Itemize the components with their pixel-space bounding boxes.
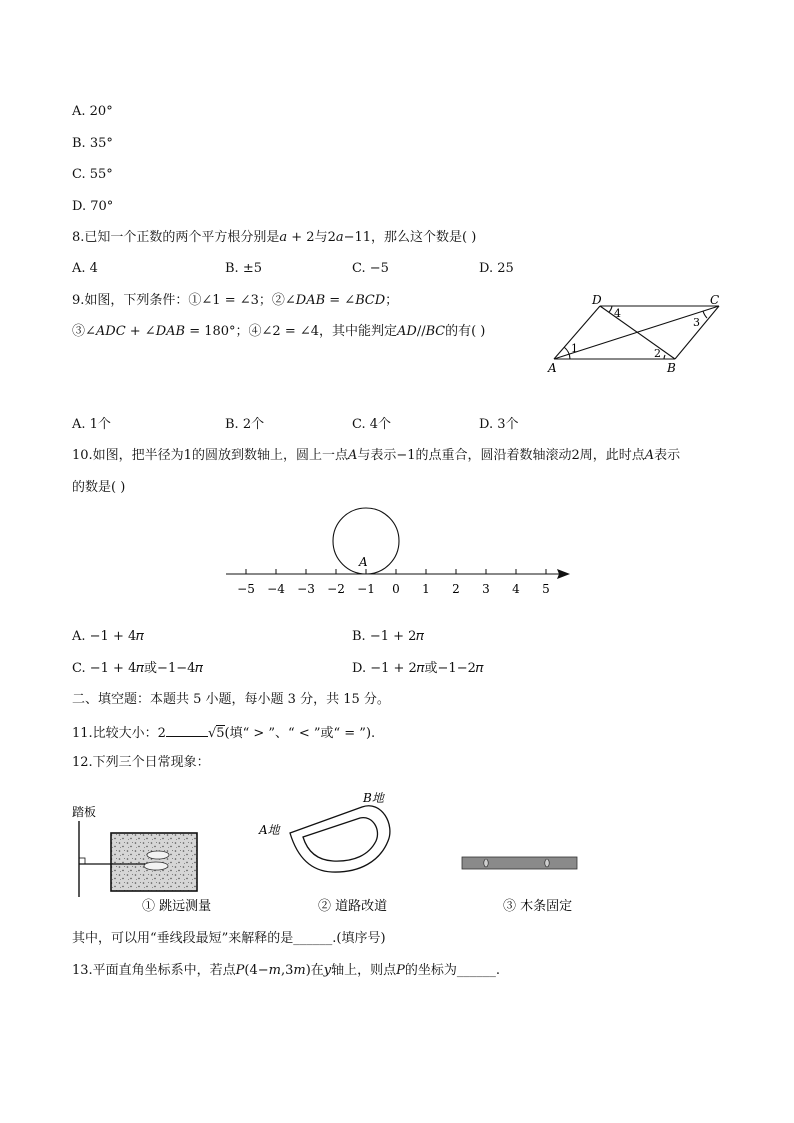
q10-option-c: C. −1 + 4𝜋或−1−4𝜋: [72, 661, 204, 676]
q12-caption-2: ② 道路改道: [318, 899, 388, 914]
q10-tick-label: 1: [422, 582, 430, 596]
q9-option-c: C. 4个: [352, 417, 392, 432]
q10-tick-label: −3: [297, 582, 315, 596]
q12-caption-3: ③ 木条固定: [503, 899, 573, 914]
q9-option-b: B. 2个: [225, 417, 265, 432]
q12-caption-1: ① 跳远测量: [142, 899, 212, 914]
q9-angle-4: 4: [614, 307, 621, 320]
q12-footprint-1: [147, 851, 169, 859]
q8-option-d: D. 25: [479, 261, 514, 276]
section2-heading: 二、填空题：本题共 5 小题，每小题 3 分，共 15 分。: [72, 692, 390, 707]
q10-tick-label: 3: [482, 582, 490, 596]
q7-option-a: A. 20°: [72, 104, 113, 119]
q10-stem-line2: 的数是( ): [72, 480, 126, 495]
q12-label-b: B地: [363, 791, 384, 805]
q10-tick-label: 5: [542, 582, 550, 596]
q11-blank: [166, 722, 208, 737]
q9-label-d: D: [592, 293, 602, 307]
q9-label-b: B: [667, 361, 676, 375]
q12-label-a: A地: [259, 823, 280, 837]
q12-road-outer: [290, 806, 390, 872]
q9-parallelogram-figure: [540, 290, 730, 376]
q12-figures: [70, 785, 590, 920]
q9-stem-line1: 9.如图，下列条件：①∠1 = ∠3；②∠𝐷𝐴𝐵 = ∠𝐵𝐶𝐷；: [72, 293, 399, 308]
q10-option-d: D. −1 + 2𝜋或−1−2𝜋: [352, 661, 484, 676]
q9-label-a: A: [548, 361, 557, 375]
q10-option-b: B. −1 + 2𝜋: [352, 629, 425, 644]
q9-option-a: A. 1个: [72, 417, 111, 432]
q7-option-c: C. 55°: [72, 167, 113, 182]
q12-wooden-strip: [462, 857, 577, 869]
q12-nail-1: [484, 859, 488, 867]
q10-point-a-label: A: [359, 555, 368, 569]
q12-right-angle-mark: [79, 858, 85, 864]
q11-prefix: 11.比较大小：2: [72, 726, 166, 741]
q10-option-a: A. −1 + 4𝜋: [72, 629, 144, 644]
q7-option-b: B. 35°: [72, 136, 113, 151]
q11-sqrt-sign: √: [207, 726, 217, 741]
q10-stem-line1: 10.如图，把半径为1的圆放到数轴上，圆上一点𝐴与表示−1的点重合，圆沿着数轴滚动2周，此时点𝐴表示: [72, 448, 681, 463]
q9-angle-2: 2: [654, 347, 661, 360]
q9-angle-1: 1: [571, 342, 578, 355]
q10-tick-label: −1: [357, 582, 375, 596]
q9-option-d: D. 3个: [479, 417, 519, 432]
q12-board-label: 踏板: [72, 805, 97, 819]
q12-stem: 12.下列三个日常现象：: [72, 755, 210, 770]
q10-tick-label: 0: [392, 582, 400, 596]
q12-nail-2: [545, 859, 549, 867]
q9-angle-3: 3: [693, 316, 700, 329]
q10-tick-label: −5: [237, 582, 255, 596]
q7-option-d: D. 70°: [72, 199, 114, 214]
q10-tick-label: 2: [452, 582, 460, 596]
q8-stem: 8.已知一个正数的两个平方根分别是𝑎 + 2与2𝑎−11，那么这个数是( ): [72, 230, 477, 245]
q8-option-a: A. 4: [72, 261, 98, 276]
q11-suffix: (填“ > ”、“ < ”或“ = ”).: [224, 726, 376, 741]
q9-label-c: C: [710, 293, 720, 307]
q10-number-line-figure: [220, 500, 580, 600]
q8-option-c: C. −5: [352, 261, 389, 276]
q9-stem-line2: ③∠𝐴𝐷𝐶 + ∠𝐷𝐴𝐵 = 180°；④∠2 = ∠4，其中能判定𝐴𝐷//𝐵𝐶的有( ): [72, 324, 486, 339]
q11-radicand: 5: [216, 726, 225, 741]
q10-tick-label: −2: [327, 582, 345, 596]
q8-option-b: B. ±5: [225, 261, 262, 276]
q13-stem: 13.平面直角坐标系中，若点𝑃(4−𝑚,3𝑚)在𝑦轴上，则点𝑃的坐标为______.: [72, 963, 501, 978]
q10-tick-label: 4: [512, 582, 520, 596]
q11-line: [72, 722, 375, 743]
q12-footprint-2: [144, 862, 168, 870]
q12-question: 其中，可以用“垂线段最短”来解释的是______.(填序号): [72, 931, 386, 946]
q10-tick-label: −4: [267, 582, 285, 596]
